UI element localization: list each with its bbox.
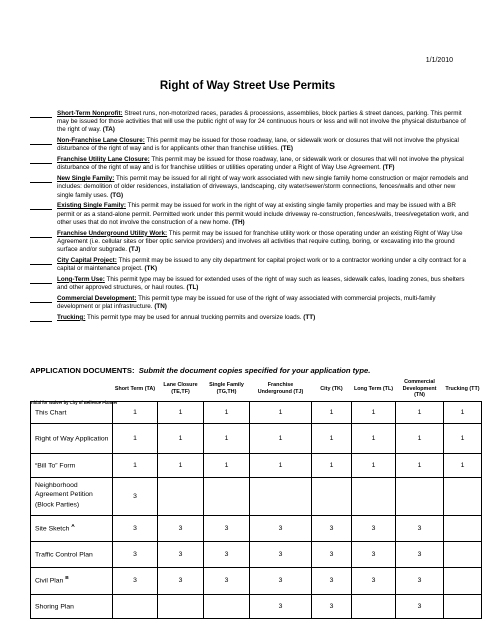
permit-code: (TK) — [144, 265, 158, 273]
cell-value: 3 — [158, 515, 204, 541]
checkbox-blank[interactable] — [30, 237, 52, 238]
permit-item: Existing Single Family: This permit may be issued for work in the right of way at existing single family properties and may be issued with a BR permit or as a stand-alone permit. Permitted work under this permit would include driveway re-construction, fences/walls, trees/vegetation work, and other uses that do not involve the construction of a new home. (TH) — [30, 202, 470, 227]
permit-name: Franchise Utility Lane Closure — [57, 156, 148, 164]
cell-value — [444, 594, 482, 618]
row-label: “Bill To” Form — [31, 453, 113, 477]
column-header: Lane Closure (TE,TF) — [163, 382, 198, 395]
cell-value — [250, 477, 312, 515]
permit-item: Long-Term Use: This permit type may be issued for extended uses of the right of way such as leases, sidewalk cafes, loading zones, bus shelters and other approved structures, or haul routes. (TL) — [30, 276, 470, 292]
cell-value: 1 — [250, 423, 312, 453]
table-row — [31, 477, 482, 515]
cell-value — [444, 567, 482, 594]
checkbox-blank[interactable] — [30, 182, 52, 183]
cell-value: 3 — [204, 541, 250, 567]
cell-value: 3 — [250, 594, 312, 618]
table-row — [31, 453, 482, 477]
cell-value: 1 — [204, 401, 250, 423]
permit-code: (TF) — [382, 164, 395, 172]
row-label: Traffic Control Plan — [31, 541, 113, 567]
cell-value: 1 — [158, 401, 204, 423]
permit-description: This permit type may be used for annual trucking permits and oversize loads. — [87, 313, 302, 321]
cell-value: 1 — [396, 401, 444, 423]
cell-value: 3 — [396, 515, 444, 541]
cell-value: 3 — [352, 541, 396, 567]
documents-table — [30, 377, 482, 619]
cell-value: 3 — [250, 541, 312, 567]
cell-value: 1 — [312, 401, 352, 423]
cell-value: 3 — [113, 541, 158, 567]
permit-name: New Single Family — [57, 175, 113, 183]
cell-value: 1 — [250, 453, 312, 477]
permit-name: Non-Franchise Lane Closure — [57, 137, 143, 145]
cell-value: 1 — [312, 423, 352, 453]
permit-item: Franchise Utility Lane Closure: This permit may be issued for those roadway, lane, or sidewalk work or closures that will not involve the physical disturbance of the right of way and is for franchise utilities or utilities operating under a Right of Way Use Agreement. (TF) — [30, 156, 470, 172]
permit-name: Commercial Development — [57, 294, 135, 302]
initials-note: Initial for Waiver by City of Bellevue Planner — [30, 400, 118, 405]
cell-value: 1 — [158, 423, 204, 453]
cell-value: 3 — [396, 567, 444, 594]
cell-value: 3 — [158, 541, 204, 567]
cell-value: 1 — [113, 423, 158, 453]
cell-value: 3 — [113, 477, 158, 515]
cell-value: 3 — [204, 515, 250, 541]
table-row — [31, 541, 482, 567]
cell-value — [444, 477, 482, 515]
cell-value: 3 — [312, 541, 352, 567]
cell-value: 1 — [113, 453, 158, 477]
permit-name: Franchise Underground Utility Work — [57, 229, 165, 237]
row-label: Shoring Plan — [31, 594, 113, 618]
cell-value — [158, 594, 204, 618]
cell-value — [444, 515, 482, 541]
row-label: Neighborhood Agreement Petition (Block Parties) — [31, 477, 113, 515]
cell-value — [204, 594, 250, 618]
permit-code: (TT) — [303, 313, 316, 321]
checkbox-blank[interactable] — [30, 321, 52, 322]
column-header: Short Term (TA) — [114, 385, 156, 392]
column-header: City (TK) — [320, 385, 343, 392]
permit-code: (TH) — [232, 218, 245, 226]
permit-name: Trucking — [57, 313, 84, 321]
permit-description: This permit may be issued for franchise utility work or those operating under an existing Right of Way Use Agreement (i.e. cellular sites or fiber optic service providers) and involves all activities that require cutting, boring, or excavating into the ground surface and/or subgrade. — [57, 229, 463, 254]
permit-name: City Capital Project — [57, 256, 115, 264]
checkbox-blank[interactable] — [30, 117, 52, 118]
column-header: Franchise Underground (TJ) — [257, 382, 304, 395]
permit-code: (TA) — [102, 126, 115, 134]
column-header: Long Term (TL) — [353, 385, 394, 392]
permit-description: This permit type may be issued for use of the right of way associated with commercial projects, multi-family development or plat infrastructure. — [57, 294, 436, 311]
permit-description: This permit may be issued to any city department for capital project work or to a contractor working under a city contract for a capital or maintenance project. — [57, 256, 467, 273]
table-row — [31, 423, 482, 453]
cell-value — [204, 477, 250, 515]
table-row — [31, 401, 482, 423]
permit-description: This permit type may be issued for extended uses of the right of way such as leases, sidewalk cafes, loading zones, bus shelters and other approved structures, or haul routes. — [57, 275, 465, 292]
checkbox-blank[interactable] — [30, 209, 52, 210]
cell-value: 3 — [158, 567, 204, 594]
permit-name: Short-Term Nonprofit — [57, 110, 121, 117]
cell-value: 3 — [312, 594, 352, 618]
cell-value: 3 — [396, 541, 444, 567]
permit-item: New Single Family: This permit may be issued for all right of way work associated with new single family home construction or major remodels and includes: demolition of older residences, installation of driveways, landscaping, city water/sewer/storm connections, fences/walls and other new single family uses. (TG) — [30, 175, 470, 200]
section-heading: APPLICATION DOCUMENTS: — [30, 366, 135, 375]
table-header-row — [31, 377, 482, 401]
permit-description: This permit may be issued for all right of way work associated with new single family home construction or major remodels and includes: demolition of older residences, installation of driveways, landscaping, city water/sewer/storm connections, fences/walls and other new single family uses. — [57, 175, 469, 199]
row-label: This Chart — [31, 401, 113, 423]
cell-value — [113, 594, 158, 618]
checkbox-blank[interactable] — [30, 283, 52, 284]
permit-code: (TJ) — [128, 246, 141, 254]
cell-value — [352, 477, 396, 515]
checkbox-blank[interactable] — [30, 163, 52, 164]
table-row — [31, 567, 482, 594]
cell-value — [158, 477, 204, 515]
table-row — [31, 594, 482, 618]
permit-item: Commercial Development: This permit type may be issued for use of the right of way associated with commercial projects, multi-family development or plat infrastructure. (TN) — [30, 295, 470, 311]
permit-item: City Capital Project: This permit may be issued to any city department for capital project work or to a contractor working under a city contract for a capital or maintenance project. (TK) — [30, 257, 470, 273]
cell-value: 1 — [204, 423, 250, 453]
permit-code: (TL) — [186, 284, 199, 292]
application-documents-heading — [30, 366, 370, 375]
cell-value: 1 — [396, 423, 444, 453]
permit-code: (TG) — [110, 191, 124, 199]
column-header: Trucking (TT) — [445, 385, 480, 392]
cell-value: 1 — [352, 453, 396, 477]
header-spacer — [31, 377, 113, 401]
cell-value: 1 — [312, 453, 352, 477]
cell-value: 1 — [352, 401, 396, 423]
cell-value — [396, 477, 444, 515]
cell-value — [312, 477, 352, 515]
permit-code: (TN) — [154, 303, 167, 311]
cell-value — [352, 594, 396, 618]
row-label: Civil Plan $^B$ — [31, 567, 113, 594]
cell-value: 3 — [204, 567, 250, 594]
permit-item: Franchise Underground Utility Work: This permit may be issued for franchise utility work or those operating under an existing Right of Way Use Agreement (i.e. cellular sites or fiber optic service providers) and involves all activities that require cutting, boring, or excavating into the ground surface and/or subgrade. (TJ) — [30, 230, 470, 255]
cell-value: 1 — [158, 453, 204, 477]
cell-value: 3 — [312, 515, 352, 541]
cell-value: 1 — [444, 401, 482, 423]
permit-description: This permit may be issued for those roadway, lane, or sidewalk work or closures that will not involve the physical disturbance of the right of way and is for applicants other than franchise utilities. — [57, 137, 459, 153]
permit-description: This permit may be issued for work in the right of way at existing single family properties and may be issued with a BR permit or as a stand-alone permit. Permitted work under this permit would include driveway re-construction, fences/walls, trees/vegetation work, and other uses that do not involve the construction of a new home. — [57, 202, 469, 226]
permit-code: (TE) — [280, 145, 293, 153]
cell-value: 3 — [250, 515, 312, 541]
page-title: Right of Way Street Use Permits — [159, 80, 336, 92]
section-instruction: Submit the document copies specified for your application type. — [138, 366, 371, 375]
permit-description: Street runs, non-motorized races, parades & processions, assemblies, block parties & street dances, parking. This permit may be issued for those activities that will use the public right of way for 24 continuous hours or less and will not involve the physical disturbance of the right of way. — [57, 110, 466, 134]
permit-name: Long-Term Use — [57, 275, 103, 283]
permit-list — [30, 110, 470, 325]
cell-value: 1 — [444, 453, 482, 477]
column-header: Single Family (TG,TH) — [209, 382, 244, 395]
cell-value: 3 — [396, 594, 444, 618]
permit-item: Trucking: This permit type may be used for annual trucking permits and oversize loads. (TT) — [30, 314, 470, 322]
cell-value: 3 — [312, 567, 352, 594]
cell-value: 3 — [113, 515, 158, 541]
cell-value: 1 — [250, 401, 312, 423]
table-row — [31, 515, 482, 541]
row-label: Site Sketch $^A$ — [31, 515, 113, 541]
column-header: Commercial Development (TN) — [402, 379, 437, 398]
row-label: Right of Way Application — [31, 423, 113, 453]
permit-description: This permit may be issued for those roadway, lane, or sidewalk work or closures that will not involve the physical disturbance of the right of way and is for franchise utilities or utilities operating under a Right of Way Use Agreement. — [57, 156, 464, 172]
cell-value: 1 — [396, 453, 444, 477]
cell-value: 1 — [204, 453, 250, 477]
cell-value: 3 — [250, 567, 312, 594]
date-label: 1/1/2010 — [425, 57, 453, 64]
cell-value — [444, 541, 482, 567]
cell-value: 3 — [352, 567, 396, 594]
cell-value: 3 — [113, 567, 158, 594]
cell-value: 3 — [352, 515, 396, 541]
cell-value: 1 — [113, 401, 158, 423]
checkbox-blank[interactable] — [30, 264, 52, 265]
checkbox-blank[interactable] — [30, 302, 52, 303]
permit-item: Non-Franchise Lane Closure: This permit may be issued for those roadway, lane, or sidewalk work or closures that will not involve the physical disturbance of the right of way and is for applicants other than franchise utilities. (TE) — [30, 137, 470, 153]
permit-item: Short-Term Nonprofit: Street runs, non-motorized races, parades & processions, assemblies, block parties & street dances, parking. This permit may be issued for those activities that will use the public right of way for 24 continuous hours or less and will not involve the physical disturbance of the right of way. (TA) — [30, 110, 470, 135]
cell-value: 1 — [352, 423, 396, 453]
checkbox-blank[interactable] — [30, 144, 52, 145]
permit-name: Existing Single Family — [57, 202, 124, 210]
cell-value: 1 — [444, 423, 482, 453]
